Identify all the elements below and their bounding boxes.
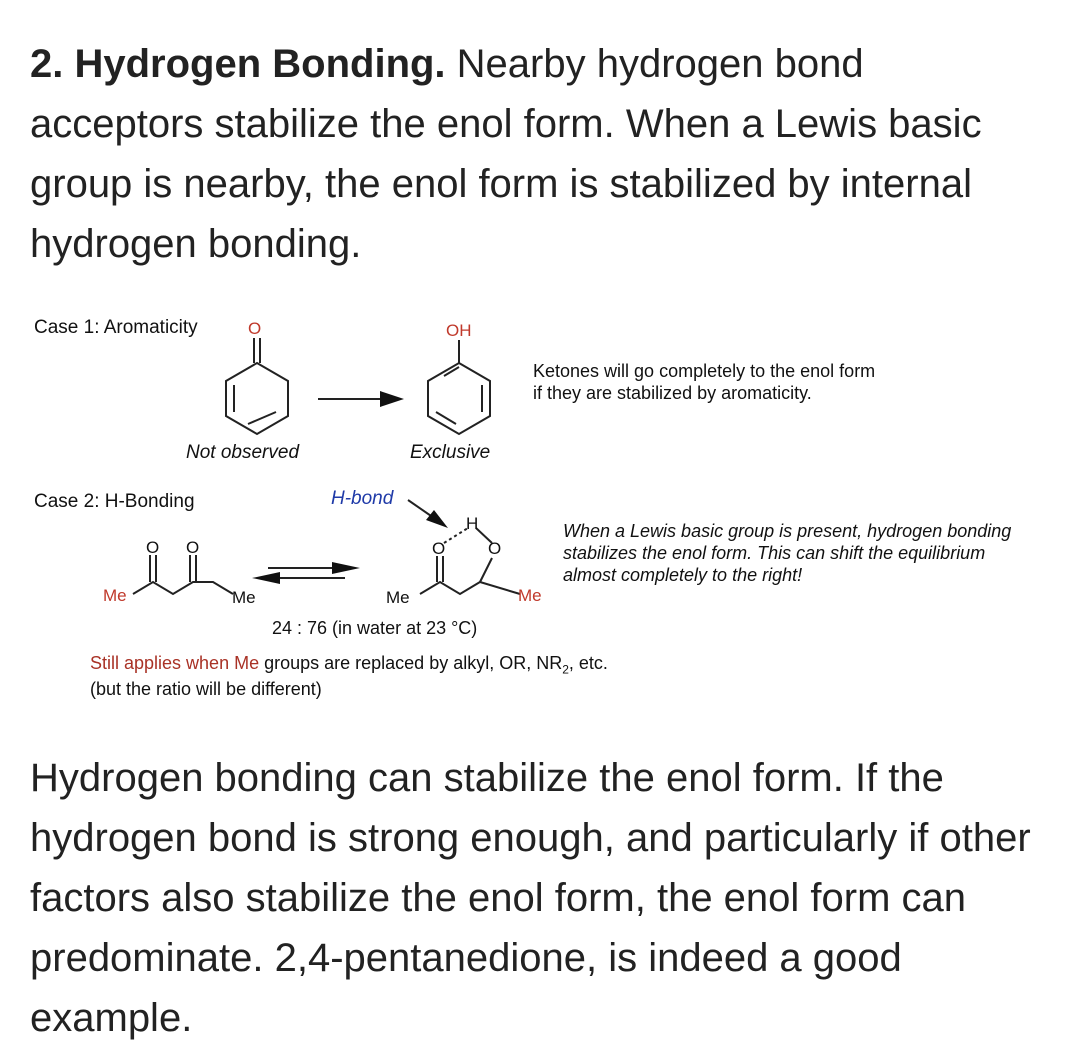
case2-label: Case 2: H-Bonding [34, 491, 195, 512]
equilibrium-ratio: 24 : 76 (in water at 23 °C) [272, 618, 478, 638]
section-heading: 2. Hydrogen Bonding. [30, 42, 446, 86]
enol-hbond-structure [420, 528, 520, 594]
hbond-label: H-bond [331, 488, 394, 509]
still-applies-subscript: 2 [562, 662, 569, 677]
eq-arrow-head-left [252, 572, 280, 584]
phenol-structure [428, 340, 490, 434]
case1-note: Ketones will go completely to the enol form if they are stabilized by aromaticity. [533, 361, 876, 403]
enol-methyl-right: Me [518, 586, 542, 605]
intro-text: Nearby hydrogen bond acceptors stabilize the enol form. When a Lewis basic group is nearby, the enol form is stabilized by internal hydrogen bonding. [30, 42, 982, 266]
case1-label: Case 1: Aromaticity [34, 317, 198, 338]
enol-hydrogen: H [466, 514, 479, 533]
hydroxyl-label: OH [446, 321, 472, 340]
hbond-arrow-head [426, 510, 448, 528]
ratio-different-line: (but the ratio will be different) [90, 679, 322, 699]
outro-paragraph: Hydrogen bonding can stabilize the enol form. If the hydrogen bond is strong enough, and particularly if other factors also stabilize the enol form, the enol form can predominate. 2,4-pentanedione, is indeed a good example. [30, 756, 1031, 1040]
keto-enol-scheme [0, 300, 1068, 720]
still-applies-text: groups are replaced by alkyl, OR, NR [259, 653, 563, 673]
methyl-left: Me [103, 586, 127, 605]
still-applies-accent: Still applies when Me [90, 653, 260, 673]
not-observed-caption: Not observed [186, 442, 300, 463]
arrow-head [380, 391, 404, 407]
diketone-oxygen-2: O [186, 538, 200, 557]
methyl-right: Me [232, 588, 256, 607]
exclusive-caption: Exclusive [410, 442, 491, 463]
still-applies-end: , etc. [568, 653, 608, 673]
enol-methyl-left: Me [386, 588, 410, 607]
intro-paragraph [30, 34, 1040, 274]
diketone-oxygen-1: O [146, 538, 160, 557]
eq-arrow-head-right [332, 562, 360, 574]
cyclohexadienone-structure [226, 338, 288, 434]
case2-note: When a Lewis basic group is present, hydrogen bonding stabilizes the enol form. This can shift the equilibrium almost completely to the right! [563, 521, 1012, 585]
diketone-structure [133, 555, 233, 594]
enol-oxygen-1: O [432, 539, 446, 558]
enol-oxygen-2: O [488, 539, 502, 558]
keto-oxygen-label: O [248, 319, 262, 338]
